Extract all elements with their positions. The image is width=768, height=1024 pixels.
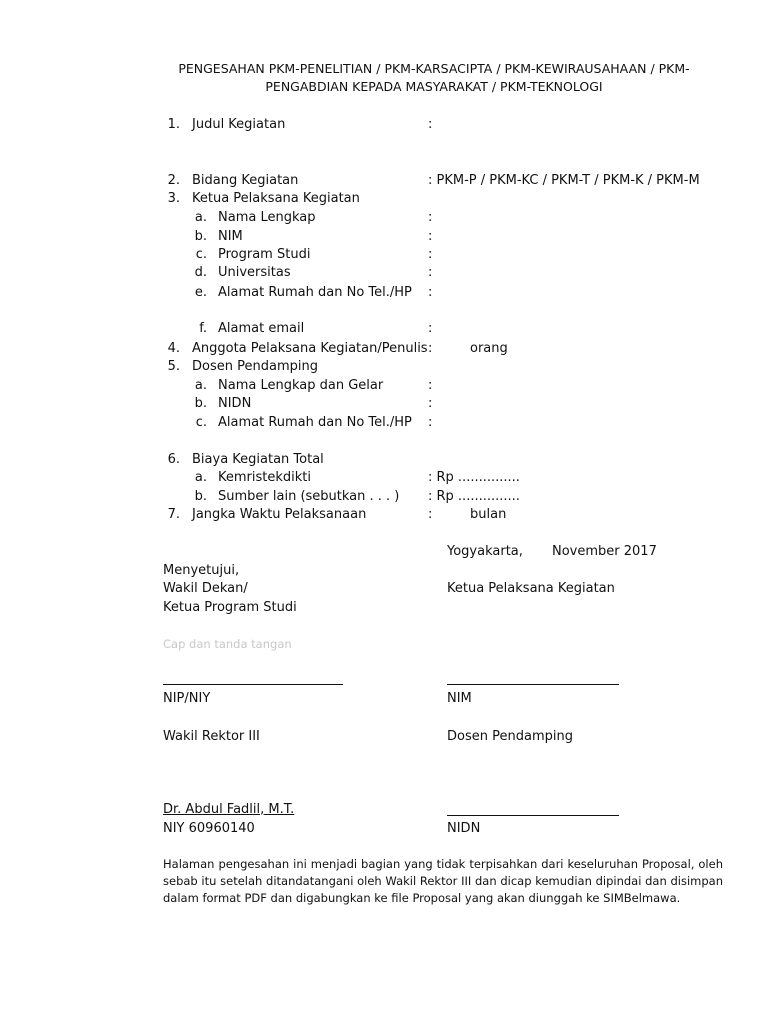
field-colon: : [428, 265, 433, 280]
field-value-bidang: : PKM-P / PKM-KC / PKM-T / PKM-K / PKM-M [428, 173, 700, 188]
right-role: Ketua Pelaksana Kegiatan [447, 581, 615, 596]
item-number: 5. [167, 359, 180, 374]
field-label-nama-gelar: Nama Lengkap dan Gelar [218, 378, 384, 393]
sign-date: November 2017 [552, 544, 657, 559]
right-id-label: NIM [447, 691, 472, 706]
field-label-bidang: Bidang Kegiatan [192, 173, 299, 188]
section-label-dosen: Dosen Pendamping [192, 359, 318, 374]
item-letter: e. [194, 285, 207, 300]
page-title: PENGESAHAN PKM-PENELITIAN / PKM-KARSACIPTA / PKM-KEWIRAUSAHAAN / PKM-PENGABDIAN KEPADA MASYARAKAT / PKM-TEKNOLOGI [178, 61, 690, 94]
left-id-label: NIP/NIY [163, 691, 211, 706]
signer-name: Dr. Abdul Fadlil, M.T. [163, 802, 295, 817]
item-letter: d. [194, 265, 207, 280]
section-label-biaya: Biaya Kegiatan Total [192, 452, 324, 467]
field-colon: : [428, 396, 433, 411]
item-letter: f. [199, 321, 207, 336]
left-role-2: Ketua Program Studi [163, 600, 297, 615]
field-label-universitas: Universitas [218, 265, 291, 280]
field-colon: : [428, 247, 433, 262]
field-colon: : [428, 285, 433, 300]
field-label-nim: NIM [218, 229, 243, 244]
signature-line-right-2 [447, 815, 619, 816]
section-label-ketua: Ketua Pelaksana Kegiatan [192, 191, 360, 206]
field-label-prodi: Program Studi [218, 247, 311, 262]
item-letter: c. [195, 247, 207, 262]
footnote: Halaman pengesahan ini menjadi bagian yang tidak terpisahkan dari keseluruhan Proposal, oleh sebab itu setelah ditandatangani oleh Wakil Rektor III dan dicap kemudian dipindai dan disimpan dalam format PDF dan digabungkan ke file Proposal yang akan diunggah ke SIMBelmawa. [163, 857, 723, 905]
field-colon: : [428, 117, 433, 132]
unit-orang: orang [470, 341, 508, 356]
right-role-2: Dosen Pendamping [447, 729, 573, 744]
field-colon: : [428, 415, 433, 430]
field-label-anggota: Anggota Pelaksana Kegiatan/Penulis [192, 341, 428, 356]
field-label-judul: Judul Kegiatan [192, 117, 286, 132]
field-label-alamat-dosen: Alamat Rumah dan No Tel./HP [218, 415, 412, 430]
left-role-3: Wakil Rektor III [163, 729, 260, 744]
approval-label: Menyetujui, [163, 563, 240, 578]
item-number: 1. [167, 117, 180, 132]
item-letter: b. [194, 229, 207, 244]
unit-bulan: bulan [470, 507, 507, 522]
field-colon: : [428, 378, 433, 393]
field-value-rp: : Rp ............... [428, 489, 520, 504]
item-number: 2. [167, 173, 180, 188]
item-letter: b. [194, 396, 207, 411]
item-letter: c. [195, 415, 207, 430]
item-letter: a. [194, 210, 207, 225]
field-label-nama: Nama Lengkap [218, 210, 316, 225]
field-label-email: Alamat email [218, 321, 305, 336]
field-label-alamat: Alamat Rumah dan No Tel./HP [218, 285, 412, 300]
sign-place: Yogyakarta, [447, 544, 523, 559]
field-colon: : [428, 210, 433, 225]
item-letter: b. [194, 489, 207, 504]
field-label-jangka: Jangka Waktu Pelaksanaan [192, 507, 367, 522]
item-letter: a. [194, 378, 207, 393]
field-label-nidn: NIDN [218, 396, 252, 411]
field-value-rp: : Rp ............... [428, 470, 520, 485]
right-id-label-2: NIDN [447, 821, 481, 836]
item-number: 4. [167, 341, 180, 356]
field-colon: : [428, 507, 433, 522]
field-colon: : [428, 229, 433, 244]
item-letter: a. [194, 470, 207, 485]
item-number: 6. [167, 452, 180, 467]
field-colon: : [428, 341, 433, 356]
stamp-hint: Cap dan tanda tangan [163, 637, 292, 651]
item-number: 7. [167, 507, 180, 522]
field-label-sumber-lain: Sumber lain (sebutkan . . . ) [218, 489, 400, 504]
signer-id: NIY 60960140 [163, 821, 255, 836]
field-colon: : [428, 321, 433, 336]
signature-line-right [447, 684, 619, 685]
signature-line-left [163, 684, 343, 685]
field-label-kemristekdikti: Kemristekdikti [218, 470, 311, 485]
left-role-1: Wakil Dekan/ [163, 581, 248, 596]
item-number: 3. [167, 191, 180, 206]
